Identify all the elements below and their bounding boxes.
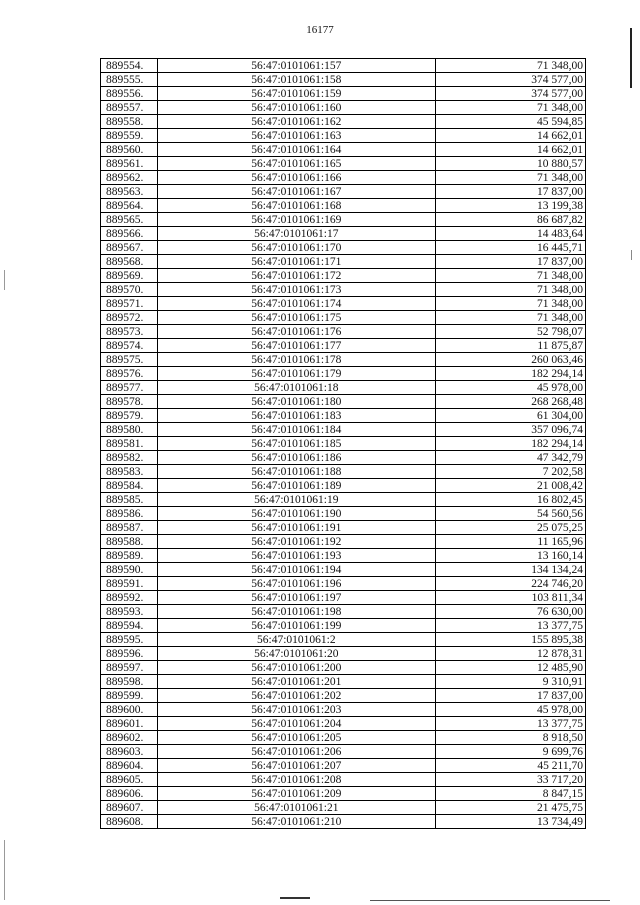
table-row bbox=[101, 605, 586, 619]
cadastral-value: 182 294,14 bbox=[435, 437, 585, 451]
cadastral-value: 13 160,14 bbox=[435, 549, 585, 563]
table-row bbox=[101, 101, 586, 115]
row-number: 889569. bbox=[101, 269, 158, 283]
cadastral-number: 56:47:0101061:177 bbox=[157, 339, 435, 353]
row-number: 889566. bbox=[101, 227, 158, 241]
cadastral-number: 56:47:0101061:199 bbox=[157, 619, 435, 633]
row-number: 889575. bbox=[101, 353, 158, 367]
cadastral-number: 56:47:0101061:18 bbox=[157, 381, 435, 395]
row-number: 889560. bbox=[101, 143, 158, 157]
table-row bbox=[101, 129, 586, 143]
cadastral-value: 155 895,38 bbox=[435, 633, 585, 647]
cadastral-value-table bbox=[100, 58, 586, 829]
table-row bbox=[101, 563, 586, 577]
cadastral-value: 17 837,00 bbox=[435, 255, 585, 269]
cadastral-value: 10 880,57 bbox=[435, 157, 585, 171]
row-number: 889593. bbox=[101, 605, 158, 619]
cadastral-number: 56:47:0101061:21 bbox=[157, 801, 435, 815]
cadastral-value: 9 699,76 bbox=[435, 745, 585, 759]
cadastral-value: 14 662,01 bbox=[435, 143, 585, 157]
cadastral-number: 56:47:0101061:209 bbox=[157, 787, 435, 801]
cadastral-value: 13 377,75 bbox=[435, 717, 585, 731]
row-number: 889563. bbox=[101, 185, 158, 199]
row-number: 889594. bbox=[101, 619, 158, 633]
row-number: 889588. bbox=[101, 535, 158, 549]
cadastral-number: 56:47:0101061:198 bbox=[157, 605, 435, 619]
table-row bbox=[101, 493, 586, 507]
cadastral-number: 56:47:0101061:159 bbox=[157, 87, 435, 101]
cadastral-number: 56:47:0101061:170 bbox=[157, 241, 435, 255]
row-number: 889579. bbox=[101, 409, 158, 423]
table-row bbox=[101, 213, 586, 227]
table-row bbox=[101, 157, 586, 171]
row-number: 889564. bbox=[101, 199, 158, 213]
row-number: 889608. bbox=[101, 815, 158, 829]
cadastral-number: 56:47:0101061:179 bbox=[157, 367, 435, 381]
row-number: 889577. bbox=[101, 381, 158, 395]
cadastral-value: 260 063,46 bbox=[435, 353, 585, 367]
cadastral-value: 25 075,25 bbox=[435, 521, 585, 535]
row-number: 889587. bbox=[101, 521, 158, 535]
table-row bbox=[101, 115, 586, 129]
cadastral-value: 11 165,96 bbox=[435, 535, 585, 549]
table-row bbox=[101, 703, 586, 717]
cadastral-value: 54 560,56 bbox=[435, 507, 585, 521]
row-number: 889570. bbox=[101, 283, 158, 297]
row-number: 889574. bbox=[101, 339, 158, 353]
cadastral-number: 56:47:0101061:189 bbox=[157, 479, 435, 493]
cadastral-value: 17 837,00 bbox=[435, 689, 585, 703]
cadastral-value: 45 594,85 bbox=[435, 115, 585, 129]
table-row bbox=[101, 521, 586, 535]
row-number: 889606. bbox=[101, 787, 158, 801]
table-row bbox=[101, 227, 586, 241]
cadastral-number: 56:47:0101061:207 bbox=[157, 759, 435, 773]
table-row bbox=[101, 437, 586, 451]
cadastral-number: 56:47:0101061:203 bbox=[157, 703, 435, 717]
cadastral-number: 56:47:0101061:193 bbox=[157, 549, 435, 563]
scan-edge-mark bbox=[631, 250, 632, 260]
cadastral-number: 56:47:0101061:167 bbox=[157, 185, 435, 199]
cadastral-value: 134 134,24 bbox=[435, 563, 585, 577]
cadastral-number: 56:47:0101061:162 bbox=[157, 115, 435, 129]
cadastral-number: 56:47:0101061:169 bbox=[157, 213, 435, 227]
row-number: 889586. bbox=[101, 507, 158, 521]
row-number: 889562. bbox=[101, 171, 158, 185]
cadastral-number: 56:47:0101061:171 bbox=[157, 255, 435, 269]
row-number: 889601. bbox=[101, 717, 158, 731]
row-number: 889591. bbox=[101, 577, 158, 591]
cadastral-number: 56:47:0101061:192 bbox=[157, 535, 435, 549]
table-row bbox=[101, 283, 586, 297]
cadastral-number: 56:47:0101061:188 bbox=[157, 465, 435, 479]
cadastral-number: 56:47:0101061:163 bbox=[157, 129, 435, 143]
cadastral-number: 56:47:0101061:168 bbox=[157, 199, 435, 213]
row-number: 889603. bbox=[101, 745, 158, 759]
cadastral-value: 16 802,45 bbox=[435, 493, 585, 507]
table-row bbox=[101, 675, 586, 689]
row-number: 889568. bbox=[101, 255, 158, 269]
cadastral-value: 374 577,00 bbox=[435, 87, 585, 101]
row-number: 889581. bbox=[101, 437, 158, 451]
cadastral-value: 61 304,00 bbox=[435, 409, 585, 423]
row-number: 889576. bbox=[101, 367, 158, 381]
row-number: 889598. bbox=[101, 675, 158, 689]
table-row bbox=[101, 815, 586, 829]
scan-edge-mark bbox=[4, 270, 5, 290]
table-row bbox=[101, 297, 586, 311]
cadastral-number: 56:47:0101061:191 bbox=[157, 521, 435, 535]
cadastral-number: 56:47:0101061:172 bbox=[157, 269, 435, 283]
cadastral-number: 56:47:0101061:183 bbox=[157, 409, 435, 423]
row-number: 889582. bbox=[101, 451, 158, 465]
cadastral-value: 14 483,64 bbox=[435, 227, 585, 241]
table-row bbox=[101, 143, 586, 157]
cadastral-value: 103 811,34 bbox=[435, 591, 585, 605]
cadastral-value: 13 734,49 bbox=[435, 815, 585, 829]
cadastral-number: 56:47:0101061:185 bbox=[157, 437, 435, 451]
cadastral-number: 56:47:0101061:180 bbox=[157, 395, 435, 409]
table-row bbox=[101, 479, 586, 493]
table-row bbox=[101, 381, 586, 395]
table-row bbox=[101, 59, 586, 73]
row-number: 889590. bbox=[101, 563, 158, 577]
row-number: 889554. bbox=[101, 59, 158, 73]
cadastral-number: 56:47:0101061:205 bbox=[157, 731, 435, 745]
table-row bbox=[101, 409, 586, 423]
cadastral-number: 56:47:0101061:196 bbox=[157, 577, 435, 591]
cadastral-number: 56:47:0101061:206 bbox=[157, 745, 435, 759]
row-number: 889555. bbox=[101, 73, 158, 87]
row-number: 889596. bbox=[101, 647, 158, 661]
cadastral-value: 12 878,31 bbox=[435, 647, 585, 661]
row-number: 889585. bbox=[101, 493, 158, 507]
table-row bbox=[101, 465, 586, 479]
table-row bbox=[101, 787, 586, 801]
row-number: 889600. bbox=[101, 703, 158, 717]
cadastral-value: 71 348,00 bbox=[435, 283, 585, 297]
cadastral-value: 45 978,00 bbox=[435, 703, 585, 717]
cadastral-number: 56:47:0101061:20 bbox=[157, 647, 435, 661]
cadastral-number: 56:47:0101061:175 bbox=[157, 311, 435, 325]
row-number: 889572. bbox=[101, 311, 158, 325]
table-row bbox=[101, 339, 586, 353]
cadastral-value: 71 348,00 bbox=[435, 171, 585, 185]
table-row bbox=[101, 73, 586, 87]
cadastral-number: 56:47:0101061:165 bbox=[157, 157, 435, 171]
table-row bbox=[101, 535, 586, 549]
table-row bbox=[101, 353, 586, 367]
table-row bbox=[101, 717, 586, 731]
table-row bbox=[101, 633, 586, 647]
table-row bbox=[101, 689, 586, 703]
table-row bbox=[101, 171, 586, 185]
cadastral-number: 56:47:0101061:174 bbox=[157, 297, 435, 311]
scan-edge-mark bbox=[370, 900, 610, 901]
table-row bbox=[101, 745, 586, 759]
row-number: 889565. bbox=[101, 213, 158, 227]
cadastral-value: 71 348,00 bbox=[435, 297, 585, 311]
row-number: 889558. bbox=[101, 115, 158, 129]
table-row bbox=[101, 367, 586, 381]
cadastral-value: 268 268,48 bbox=[435, 395, 585, 409]
cadastral-value: 71 348,00 bbox=[435, 311, 585, 325]
row-number: 889556. bbox=[101, 87, 158, 101]
row-number: 889592. bbox=[101, 591, 158, 605]
table-row bbox=[101, 647, 586, 661]
cadastral-value: 13 377,75 bbox=[435, 619, 585, 633]
cadastral-value: 374 577,00 bbox=[435, 73, 585, 87]
cadastral-value: 45 211,70 bbox=[435, 759, 585, 773]
cadastral-number: 56:47:0101061:19 bbox=[157, 493, 435, 507]
cadastral-number: 56:47:0101061:197 bbox=[157, 591, 435, 605]
cadastral-number: 56:47:0101061:208 bbox=[157, 773, 435, 787]
cadastral-value: 71 348,00 bbox=[435, 101, 585, 115]
cadastral-value: 11 875,87 bbox=[435, 339, 585, 353]
table-row bbox=[101, 759, 586, 773]
row-number: 889580. bbox=[101, 423, 158, 437]
row-number: 889571. bbox=[101, 297, 158, 311]
cadastral-value: 7 202,58 bbox=[435, 465, 585, 479]
table-row bbox=[101, 311, 586, 325]
table-row bbox=[101, 577, 586, 591]
cadastral-value: 71 348,00 bbox=[435, 269, 585, 283]
cadastral-number: 56:47:0101061:201 bbox=[157, 675, 435, 689]
cadastral-value: 12 485,90 bbox=[435, 661, 585, 675]
cadastral-value: 33 717,20 bbox=[435, 773, 585, 787]
cadastral-number: 56:47:0101061:157 bbox=[157, 59, 435, 73]
table-row bbox=[101, 199, 586, 213]
row-number: 889602. bbox=[101, 731, 158, 745]
cadastral-number: 56:47:0101061:160 bbox=[157, 101, 435, 115]
table-row bbox=[101, 773, 586, 787]
table-row bbox=[101, 325, 586, 339]
row-number: 889595. bbox=[101, 633, 158, 647]
scan-edge-mark bbox=[280, 897, 310, 899]
row-number: 889567. bbox=[101, 241, 158, 255]
cadastral-number: 56:47:0101061:202 bbox=[157, 689, 435, 703]
row-number: 889583. bbox=[101, 465, 158, 479]
table-row bbox=[101, 423, 586, 437]
table-row bbox=[101, 661, 586, 675]
cadastral-value: 8 847,15 bbox=[435, 787, 585, 801]
cadastral-value: 182 294,14 bbox=[435, 367, 585, 381]
cadastral-value: 76 630,00 bbox=[435, 605, 585, 619]
cadastral-value: 17 837,00 bbox=[435, 185, 585, 199]
table-row bbox=[101, 591, 586, 605]
table-row bbox=[101, 549, 586, 563]
cadastral-number: 56:47:0101061:17 bbox=[157, 227, 435, 241]
cadastral-number: 56:47:0101061:2 bbox=[157, 633, 435, 647]
cadastral-value: 14 662,01 bbox=[435, 129, 585, 143]
cadastral-number: 56:47:0101061:190 bbox=[157, 507, 435, 521]
row-number: 889578. bbox=[101, 395, 158, 409]
cadastral-number: 56:47:0101061:194 bbox=[157, 563, 435, 577]
cadastral-value: 71 348,00 bbox=[435, 59, 585, 73]
cadastral-value: 16 445,71 bbox=[435, 241, 585, 255]
table-row bbox=[101, 451, 586, 465]
cadastral-number: 56:47:0101061:164 bbox=[157, 143, 435, 157]
cadastral-value: 45 978,00 bbox=[435, 381, 585, 395]
cadastral-value: 357 096,74 bbox=[435, 423, 585, 437]
cadastral-number: 56:47:0101061:184 bbox=[157, 423, 435, 437]
row-number: 889584. bbox=[101, 479, 158, 493]
row-number: 889573. bbox=[101, 325, 158, 339]
table-row bbox=[101, 241, 586, 255]
cadastral-value: 21 008,42 bbox=[435, 479, 585, 493]
cadastral-number: 56:47:0101061:186 bbox=[157, 451, 435, 465]
scan-edge-mark bbox=[630, 28, 632, 88]
table-row bbox=[101, 507, 586, 521]
table-body bbox=[101, 59, 586, 829]
cadastral-value: 52 798,07 bbox=[435, 325, 585, 339]
cadastral-value: 47 342,79 bbox=[435, 451, 585, 465]
cadastral-number: 56:47:0101061:166 bbox=[157, 171, 435, 185]
table-row bbox=[101, 87, 586, 101]
table-row bbox=[101, 619, 586, 633]
cadastral-number: 56:47:0101061:178 bbox=[157, 353, 435, 367]
cadastral-value: 224 746,20 bbox=[435, 577, 585, 591]
row-number: 889557. bbox=[101, 101, 158, 115]
row-number: 889561. bbox=[101, 157, 158, 171]
cadastral-value: 21 475,75 bbox=[435, 801, 585, 815]
cadastral-value: 13 199,38 bbox=[435, 199, 585, 213]
row-number: 889605. bbox=[101, 773, 158, 787]
table-row bbox=[101, 731, 586, 745]
cadastral-number: 56:47:0101061:210 bbox=[157, 815, 435, 829]
cadastral-value: 86 687,82 bbox=[435, 213, 585, 227]
table-row bbox=[101, 801, 586, 815]
table-row bbox=[101, 395, 586, 409]
page-number: 16177 bbox=[306, 24, 334, 36]
row-number: 889607. bbox=[101, 801, 158, 815]
table-row bbox=[101, 255, 586, 269]
cadastral-value: 9 310,91 bbox=[435, 675, 585, 689]
scan-edge-mark bbox=[4, 840, 5, 900]
cadastral-number: 56:47:0101061:200 bbox=[157, 661, 435, 675]
cadastral-number: 56:47:0101061:204 bbox=[157, 717, 435, 731]
row-number: 889597. bbox=[101, 661, 158, 675]
cadastral-number: 56:47:0101061:158 bbox=[157, 73, 435, 87]
table-row bbox=[101, 269, 586, 283]
row-number: 889604. bbox=[101, 759, 158, 773]
cadastral-value: 8 918,50 bbox=[435, 731, 585, 745]
cadastral-number: 56:47:0101061:176 bbox=[157, 325, 435, 339]
table-row bbox=[101, 185, 586, 199]
cadastral-number: 56:47:0101061:173 bbox=[157, 283, 435, 297]
row-number: 889599. bbox=[101, 689, 158, 703]
row-number: 889589. bbox=[101, 549, 158, 563]
row-number: 889559. bbox=[101, 129, 158, 143]
